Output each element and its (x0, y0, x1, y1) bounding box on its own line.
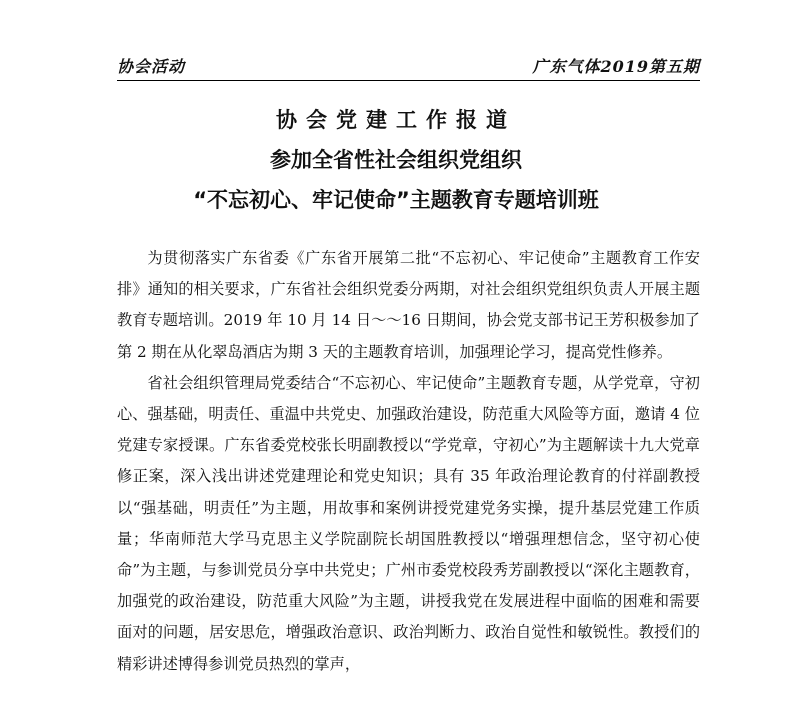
article-subtitle-2: “不忘初心、牢记使命”主题教育专题培训班 (193, 188, 599, 212)
running-header (117, 52, 700, 81)
section-label: 协会活动 (117, 57, 186, 76)
paragraph: 省社会组织管理局党委结合“不忘初心、牢记使命”主题教育专题，从学党章，守初心、强基础，明责任、重温中共党史、加强政治建设，防范重大风险等方面，邀请 4 位党建专家授课。广东省委党校张长明副教授以“学党章，守初心”为主题解读十九大党章修正案，深入浅出讲述党建理论和党史知识；具有 35 年政治理论教育的付祥副教授以“强基础，明责任”为主题，用故事和案例讲授党建党务实操，提升基层党建工作质量；华南师范大学马克思主义学院副院长胡国胜教授以“增强理想信念，坚守初心使命”为主题，与参训党员分享中共党史；广州市委党校段秀芳副教授以“深化主题教育，加强党的政治建设，防范重大风险”为主题，讲授我党在发展进程中面临的困难和需要面对的问题，居安思危，增强政治意识、政治判断力、政治自觉性和敏锐性。教授们的精彩讲述博得参训党员热烈的掌声， (117, 373, 700, 673)
publication-issue: 广东气体2019第五期 (532, 57, 700, 76)
article-title-block (0, 100, 792, 220)
article-subtitle: 参加全省性社会组织党组织 (270, 148, 522, 172)
article-title: 协会党建工作报道 (276, 108, 516, 132)
article-body (117, 243, 700, 680)
paragraph: 为贯彻落实广东省委《广东省开展第二批“不忘初心、牢记使命”主题教育工作安排》通知的相关要求，广东省社会组织党委分两期，对社会组织党组织负责人开展主题教育专题培训。2019 年 10 月 14 日～～16 日期间，协会党支部书记王芳积极参加了第 2 期在从化翠岛酒店为期 3 天的主题教育培训，加强理论学习，提高党性修养。 (117, 249, 700, 361)
